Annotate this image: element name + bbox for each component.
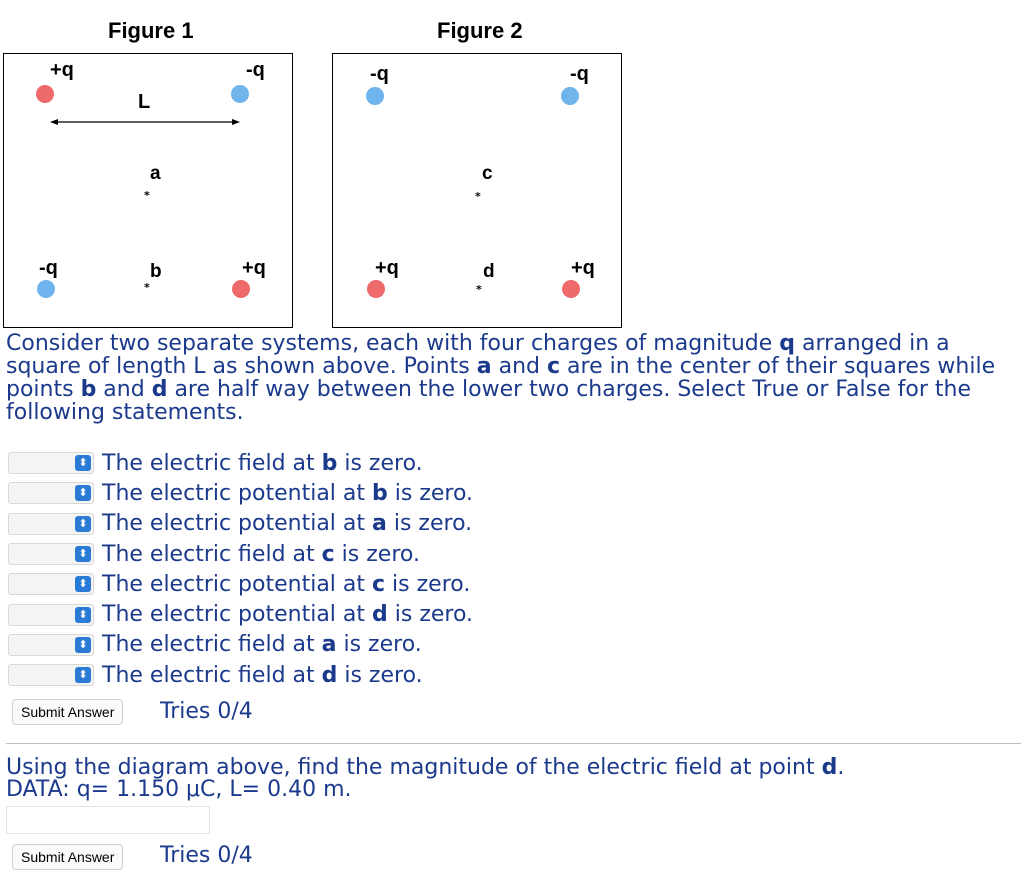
statement-text: The electric potential at c is zero. <box>102 571 471 597</box>
list-item <box>8 599 473 629</box>
negative-charge-dot <box>366 87 384 105</box>
length-arrow <box>50 116 240 128</box>
length-label: L <box>138 91 151 113</box>
point-c-label: c <box>482 163 493 184</box>
updown-chevron-icon: ⬍ <box>75 667 91 683</box>
list-item <box>8 448 473 478</box>
charge-label-bottom-right: +q <box>242 257 266 279</box>
positive-charge-dot <box>562 280 580 298</box>
answer-input[interactable] <box>6 806 210 834</box>
true-false-select[interactable] <box>8 664 94 686</box>
positive-charge-dot <box>232 280 250 298</box>
list-item <box>8 569 473 599</box>
statement-text: The electric field at c is zero. <box>102 541 420 567</box>
problem-statement: Consider two separate systems, each with four charges of magnitude q arranged in a square of length L as shown above. Points a and c are in the center of their squares while points b and d are half way between the lower two charges. Select True or False for the following statements. <box>6 331 996 425</box>
point-d-marker: * <box>476 283 482 296</box>
figure-2-diagram <box>332 53 622 328</box>
list-item <box>8 660 473 690</box>
true-false-select[interactable] <box>8 604 94 626</box>
list-item <box>8 478 473 508</box>
statement-text: The electric field at b is zero. <box>102 450 423 476</box>
figure-2-title: Figure 2 <box>437 18 523 43</box>
true-false-select[interactable] <box>8 482 94 504</box>
negative-charge-dot <box>37 280 55 298</box>
question-text: Using the diagram above, find the magnitude of the electric field at point d. DATA: q= 1.150 μC, L= 0.40 m. <box>6 755 845 802</box>
updown-chevron-icon: ⬍ <box>75 546 91 562</box>
tries-counter: Tries 0/4 <box>160 699 253 724</box>
charge-label-top-left: +q <box>50 59 74 81</box>
updown-chevron-icon: ⬍ <box>75 516 91 532</box>
submit-answer-button[interactable]: Submit Answer <box>12 844 123 870</box>
charge-label-bottom-left: +q <box>375 257 399 279</box>
statement-text: The electric field at d is zero. <box>102 662 423 688</box>
list-item <box>8 539 473 569</box>
submit-answer-button[interactable]: Submit Answer <box>12 699 123 725</box>
true-false-select[interactable] <box>8 543 94 565</box>
point-d-label: d <box>483 261 495 282</box>
negative-charge-dot <box>231 85 249 103</box>
charge-label-top-right: -q <box>570 63 589 85</box>
tries-counter: Tries 0/4 <box>160 843 253 868</box>
charge-label-top-right: -q <box>246 59 265 81</box>
section-divider <box>6 743 1021 744</box>
true-false-select[interactable] <box>8 513 94 535</box>
point-b-label: b <box>150 261 162 282</box>
positive-charge-dot <box>36 85 54 103</box>
true-false-select[interactable] <box>8 452 94 474</box>
point-a-label: a <box>150 163 161 184</box>
true-false-select[interactable] <box>8 634 94 656</box>
figure-1-title: Figure 1 <box>108 18 194 43</box>
statement-text: The electric field at a is zero. <box>102 632 422 658</box>
updown-chevron-icon: ⬍ <box>75 455 91 471</box>
updown-chevron-icon: ⬍ <box>75 637 91 653</box>
point-b-marker: * <box>144 281 150 294</box>
negative-charge-dot <box>561 87 579 105</box>
figure-1-diagram <box>3 53 293 328</box>
positive-charge-dot <box>367 280 385 298</box>
point-c-marker: * <box>475 190 481 203</box>
true-false-select[interactable] <box>8 573 94 595</box>
updown-chevron-icon: ⬍ <box>75 485 91 501</box>
question-data: DATA: q= 1.150 μC, L= 0.40 m. <box>6 777 352 802</box>
updown-chevron-icon: ⬍ <box>75 576 91 592</box>
statement-text: The electric potential at a is zero. <box>102 511 473 537</box>
charge-label-bottom-left: -q <box>39 257 58 279</box>
list-item <box>8 509 473 539</box>
statement-text: The electric potential at b is zero. <box>102 480 474 506</box>
charge-label-bottom-right: +q <box>571 257 595 279</box>
updown-chevron-icon: ⬍ <box>75 607 91 623</box>
statement-list <box>8 448 473 690</box>
list-item <box>8 630 473 660</box>
statement-text: The electric potential at d is zero. <box>102 602 474 628</box>
charge-label-top-left: -q <box>370 63 389 85</box>
point-a-marker: * <box>144 189 150 202</box>
